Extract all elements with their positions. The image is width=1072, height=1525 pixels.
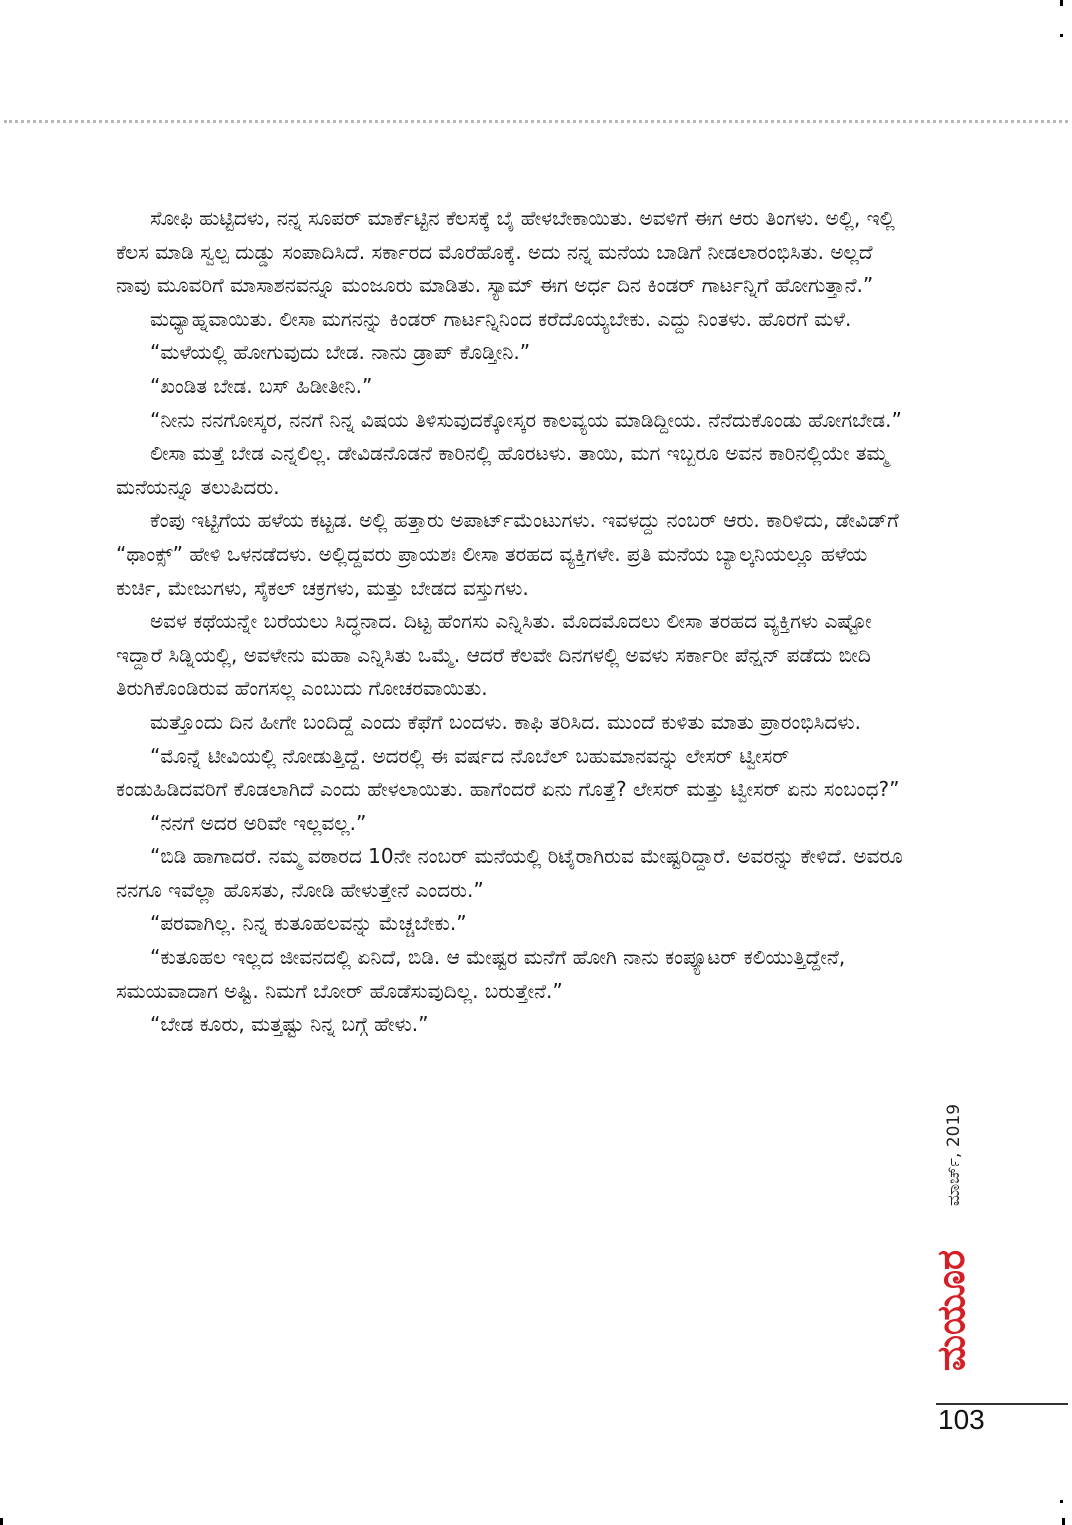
paragraph: “ನೀನು ನನಗೋಸ್ಕರ, ನನಗೆ ನಿನ್ನ ವಿಷಯ ತಿಳಿಸುವುದಕ್ಕೋಸ್ಕರ ಕಾಲವ್ಯಯ ಮಾಡಿದ್ದೀಯ. ನೆನೆದುಕೊಂಡು ಹೋಗಬೇಡ.” (150, 407, 902, 432)
issue-date-text: ಮಾರ್ಚ್, 2019 (944, 1103, 965, 1207)
paragraph: ಮತ್ತೊಂದು ದಿನ ಹೀಗೇ ಬಂದಿದ್ದೆ ಎಂದು ಕೆಫೆಗೆ ಬಂದಳು. ಕಾಫಿ ತರಿಸಿದ. ಮುಂದೆ ಕುಳಿತು ಮಾತು ಪ್ರಾರಂಭಿಸಿದಳು. (150, 709, 861, 734)
paragraph: “ಮಳೆಯಲ್ಲಿ ಹೋಗುವುದು ಬೇಡ. ನಾನು ಡ್ರಾಪ್ ಕೊಡ್ತೀನಿ.” (150, 340, 531, 365)
crop-mark (1060, 0, 1063, 6)
paragraph: ಲೀಸಾ ಮತ್ತೆ ಬೇಡ ಎನ್ನಲಿಲ್ಲ. ಡೇವಿಡನೊಡನೆ ಕಾರಿನಲ್ಲಿ ಹೊರಟಳು. ತಾಯಿ, ಮಗ ಇಬ್ಬರೂ ಅವನ ಕಾರಿನಲ್ಲಿಯೇ ತಮ್ಮ ಮನೆಯನ್ನೂ ತಲುಪಿದರು. (116, 441, 889, 499)
paragraph: “ಬೇಡ ಕೂರು, ಮತ್ತಷ್ಟು ನಿನ್ನ ಬಗ್ಗೆ ಹೇಳು.” (150, 1012, 429, 1037)
article-body (116, 202, 906, 1042)
crop-mark (1062, 1518, 1065, 1525)
paragraph: “ಪರವಾಗಿಲ್ಲ. ನಿನ್ನ ಕುತೂಹಲವನ್ನು ಮೆಚ್ಚಬೇಕು.” (150, 911, 467, 936)
paragraph: “ಖಂಡಿತ ಬೇಡ. ಬಸ್ ಹಿಡೀತೀನಿ.” (150, 373, 373, 398)
paragraph: ಸೋಫಿ ಹುಟ್ಟಿದಳು, ನನ್ನ ಸೂಪರ್ ಮಾರ್ಕೆಟ್ಟಿನ ಕೆಲಸಕ್ಕೆ ಬೈ ಹೇಳಬೇಕಾಯಿತು. ಅವಳಿಗೆ ಈಗ ಆರು ತಿಂಗಳು. ಅಲ್ಲಿ, ಇಲ್ಲಿ ಕೆಲಸ ಮಾಡಿ ಸ್ವಲ್ಪ ದುಡ್ಡು ಸಂಪಾದಿಸಿದೆ. ಸರ್ಕಾರದ ಮೊರೆಹೊಕ್ಕೆ. ಅದು ನನ್ನ ಮನೆಯ ಬಾಡಿಗೆ ನೀಡಲಾರಂಭಿಸಿತು. ಅಲ್ಲದೆ ನಾವು ಮೂವರಿಗೆ ಮಾಸಾಶನವನ್ನೂ ಮಂಜೂರು ಮಾಡಿತು. ಸ್ಯಾಮ್ ಈಗ ಅರ್ಧ ದಿನ ಕಿಂಡರ್ ಗಾರ್ಟನ್ನಿಗೆ ಹೋಗುತ್ತಾನೆ.” (116, 206, 895, 298)
paragraph: ಮಧ್ಯಾಹ್ನವಾಯಿತು. ಲೀಸಾ ಮಗನನ್ನು ಕಿಂಡರ್ ಗಾರ್ಟನ್ನಿನಿಂದ ಕರೆದೊಯ್ಯಬೇಕು. ಎದ್ದು ನಿಂತಳು. ಹೊರಗೆ ಮಳೆ. (150, 306, 852, 331)
paragraph: “ಮೊನ್ನೆ ಟೀವಿಯಲ್ಲಿ ನೋಡುತ್ತಿದ್ದೆ. ಅದರಲ್ಲಿ ಈ ವರ್ಷದ ನೊಬೆಲ್ ಬಹುಮಾನವನ್ನು ಲೇಸರ್ ಟ್ವೀಸರ್ ಕಂಡುಹಿಡಿದವರಿಗೆ ಕೊಡಲಾಗಿದೆ ಎಂದು ಹೇಳಲಾಯಿತು. ಹಾಗೆಂದರೆ ಏನು ಗೊತ್ತೆ? ಲೇಸರ್ ಮತ್ತು ಟ್ವೀಸರ್ ಏನು ಸಂಬಂಧ?” (116, 743, 900, 802)
paragraph: “ಬಿಡಿ ಹಾಗಾದರೆ. ನಮ್ಮ ವಠಾರದ 10ನೇ ನಂಬರ್ ಮನೆಯಲ್ಲಿ ರಿಟೈರಾಗಿರುವ ಮೇಷ್ಟರಿದ್ದಾರೆ. ಅವರನ್ನು ಕೇಳಿದೆ. ಅವರೂ ನನಗೂ ಇವೆಲ್ಲಾ ಹೊಸತು, ನೋಡಿ ಹೇಳುತ್ತೇನೆ ಎಂದರು.” (116, 844, 903, 902)
issue-date (934, 1090, 974, 1220)
crop-mark (1060, 1500, 1063, 1503)
crop-mark (1060, 34, 1063, 37)
header-dotted-rule (4, 120, 1068, 123)
paragraph: “ಕುತೂಹಲ ಇಲ್ಲದ ಜೀವನದಲ್ಲಿ ಏನಿದೆ, ಬಿಡಿ. ಆ ಮೇಷ್ಟರ ಮನೆಗೆ ಹೋಗಿ ನಾನು ಕಂಪ್ಯೂಟರ್ ಕಲಿಯುತ್ತಿದ್ದೇನೆ, ಸಮಯವಾದಾಗ ಅಷ್ಟಿ. ನಿಮಗೆ ಬೋರ್ ಹೊಡೆಸುವುದಿಲ್ಲ. ಬರುತ್ತೇನೆ.” (116, 945, 846, 1003)
paragraph: ಅವಳ ಕಥೆಯನ್ನೇ ಬರೆಯಲು ಸಿದ್ಧನಾದ. ದಿಟ್ಟ ಹೆಂಗಸು ಎನ್ನಿಸಿತು. ಮೊದಮೊದಲು ಲೀಸಾ ತರಹದ ವ್ಯಕ್ತಿಗಳು ಎಷ್ಟೋ ಇದ್ದಾರೆ ಸಿಡ್ನಿಯಲ್ಲಿ, ಅವಳೇನು ಮಹಾ ಎನ್ನಿಸಿತು ಒಮ್ಮೆ. ಆದರೆ ಕೆಲವೇ ದಿನಗಳಲ್ಲಿ ಅವಳು ಸರ್ಕಾರೀ ಪೆನ್ಷನ್ ಪಡೆದು ಬೀದಿ ತಿರುಗಿಕೊಂಡಿರುವ ಹೆಂಗಸಲ್ಲ ಎಂಬುದು ಗೋಚರವಾಯಿತು. (116, 609, 872, 701)
crop-mark (0, 1518, 3, 1525)
paragraph: ಕೆಂಪು ಇಟ್ಟಿಗೆಯ ಹಳೆಯ ಕಟ್ಟಡ. ಅಲ್ಲಿ ಹತ್ತಾರು ಅಪಾರ್ಟ್‌ಮೆಂಟುಗಳು. ಇವಳದ್ದು ನಂಬರ್ ಆರು. ಕಾರಿಳಿದು, ಡೇವಿಡ್‌ಗೆ “ಥಾಂಕ್ಸ್” ಹೇಳಿ ಒಳನಡೆದಳು. ಅಲ್ಲಿದ್ದವರು ಪ್ರಾಯಶಃ ಲೀಸಾ ತರಹದ ವ್ಯಕ್ತಿಗಳೇ. ಪ್ರತಿ ಮನೆಯ ಬ್ಯಾಲ್ಕನಿಯಲ್ಲೂ ಹಳೆಯ ಕುರ್ಚಿ, ಮೇಜುಗಳು, ಸೈಕಲ್ ಚಕ್ರಗಳು, ಮತ್ತು ಬೇಡದ ವಸ್ತುಗಳು. (116, 508, 899, 600)
page-number: 103 (938, 1404, 985, 1435)
magazine-logo-text: ಮಯೂರ (929, 1249, 974, 1371)
paragraph: “ನನಗೆ ಅದರ ಅರಿವೇ ಇಲ್ಲವಲ್ಲ.” (150, 810, 367, 835)
magazine-logo (926, 1230, 978, 1390)
